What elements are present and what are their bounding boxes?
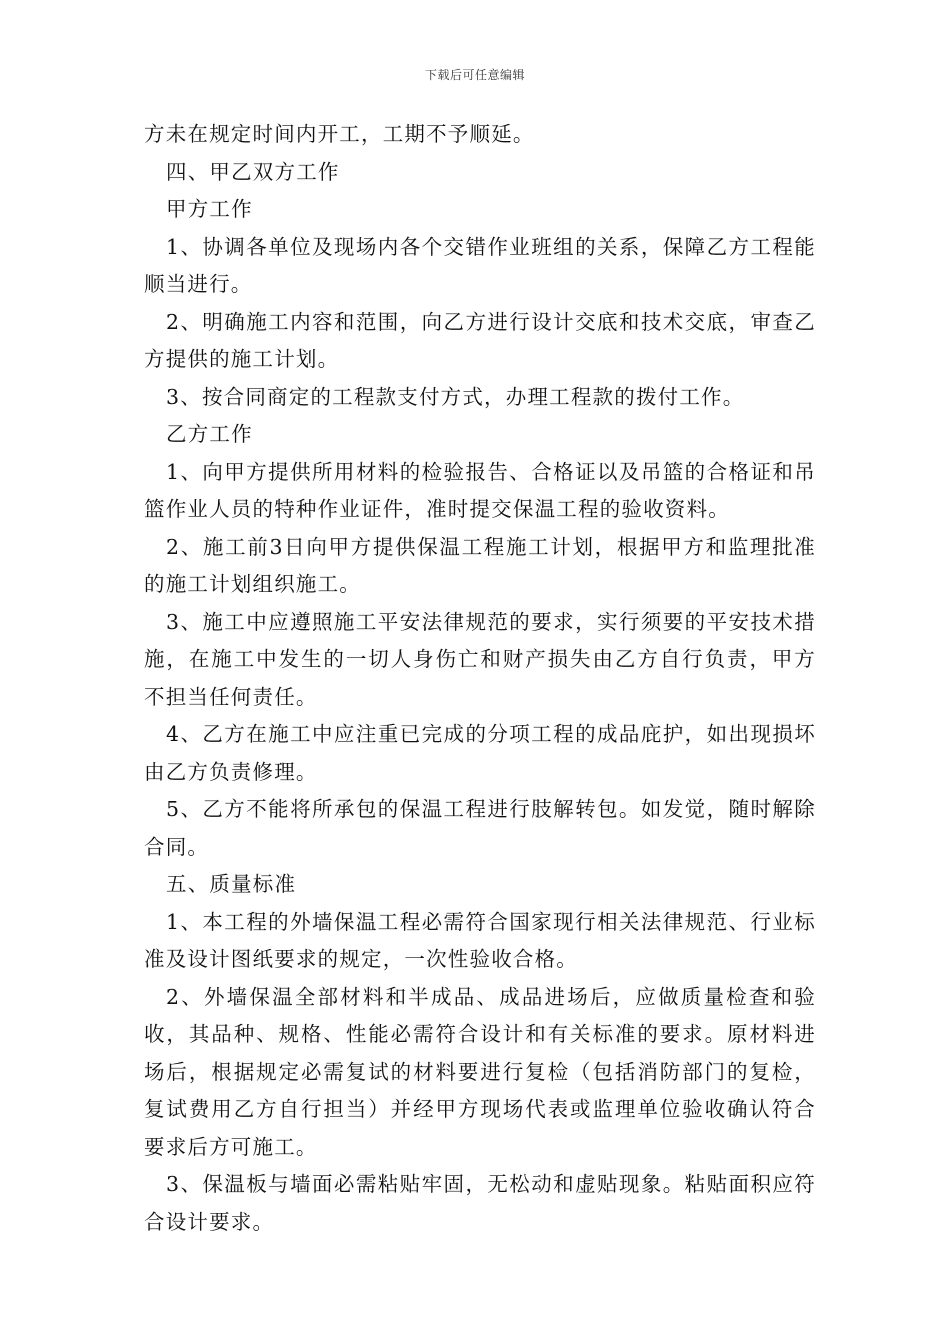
paragraph: 5、乙方不能将所承包的保温工程进行肢解转包。如发觉，随时解除合同。 xyxy=(144,797,816,859)
paragraph: 方未在规定时间内开工，工期不予顺延。 xyxy=(144,122,535,146)
paragraph: 2、明确施工内容和范围，向乙方进行设计交底和技术交底，审查乙方提供的施工计划。 xyxy=(144,309,816,371)
paragraph: 3、施工中应遵照施工平安法律规范的要求，实行须要的平安技术措施，在施工中发生的一切人身伤亡和财产损失由乙方自行负责，甲方不担当任何责任。 xyxy=(144,609,816,709)
paragraph: 3、按合同商定的工程款支付方式，办理工程款的拨付工作。 xyxy=(166,384,745,409)
paragraph: 2、外墙保温全部材料和半成品、成品进场后，应做质量检查和验收，其品种、规格、性能必需符合设计和有关标准的要求。原材料进场后，根据规定必需复试的材料要进行复检（包括消防部门的复检，复试费用乙方自行担当）并经甲方现场代表或监理单位验收确认符合要求后方可施工。 xyxy=(144,984,816,1159)
section-heading: 五、质量标准 xyxy=(166,872,297,896)
paragraph: 1、协调各单位及现场内各个交错作业班组的关系，保障乙方工程能顺当进行。 xyxy=(144,234,816,296)
paragraph: 1、本工程的外墙保温工程必需符合国家现行相关法律规范、行业标准及设计图纸要求的规定，一次性验收合格。 xyxy=(144,909,816,971)
section-heading: 四、甲乙双方工作 xyxy=(166,159,340,184)
document-body xyxy=(144,116,816,1241)
paragraph: 1、向甲方提供所用材料的检验报告、合格证以及吊篮的合格证和吊篮作业人员的特种作业证件，准时提交保温工程的验收资料。 xyxy=(144,459,816,521)
page-header: 下载后可任意编辑 xyxy=(424,68,525,82)
subsection-heading: 甲方工作 xyxy=(166,197,253,221)
paragraph: 2、施工前3日向甲方提供保温工程施工计划，根据甲方和监理批准的施工计划组织施工。 xyxy=(144,534,816,596)
subsection-heading: 乙方工作 xyxy=(166,422,253,446)
paragraph: 3、保温板与墙面必需粘贴牢固，无松动和虚贴现象。粘贴面积应符合设计要求。 xyxy=(144,1172,816,1234)
paragraph: 4、乙方在施工中应注重已完成的分项工程的成品庇护，如出现损坏由乙方负责修理。 xyxy=(144,722,816,784)
